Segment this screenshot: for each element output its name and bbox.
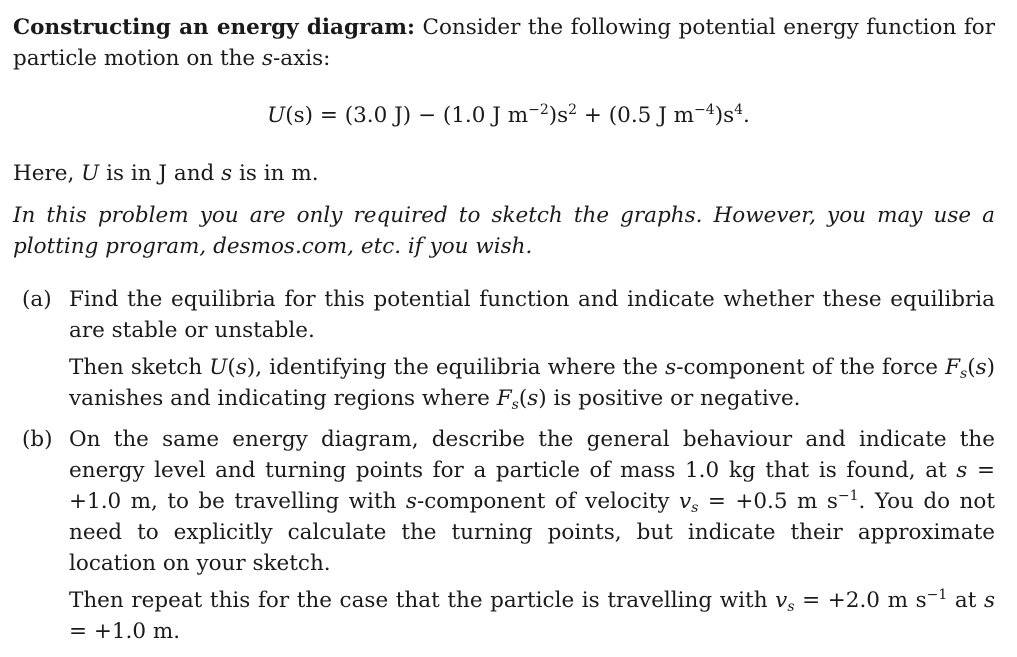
- units-line: Here, U is in J and s is in m.: [13, 161, 319, 186]
- part-b-repeat-instructions: Then repeat this for the case that the particle is travelling with $v_s = +2.0$ m $s^{-1}$ at s = +1.0 m.: [69, 587, 995, 644]
- part-a-sketch-instructions: Then sketch U(s), identifying the equilibria where the s-component of the force $F_s(s)$ vanishes and indicating regions where $F_s(s)$ is positive or negative.: [69, 355, 996, 413]
- part-b-label: (b): [22, 427, 53, 452]
- part-a-label: (a): [22, 287, 52, 312]
- potential-energy-equation: U(s) = (3.0 J) − (1.0 J $m^{-2})s^2 + (0.5$ J $m^{-4})s^4$.: [267, 102, 750, 128]
- part-a-question: Find the equilibria for this potential function and indicate whether these equilibria are stable or unstable.: [69, 287, 995, 343]
- sketch-note: In this problem you are only required to sketch the graphs. However, you may use a plotting program, desmos.com, etc. if you wish.: [13, 203, 995, 259]
- intro-paragraph: Constructing an energy diagram: Consider the following potential energy function for particle motion on the s-axis:: [13, 15, 995, 71]
- problem-heading: Constructing an energy diagram:: [13, 15, 415, 40]
- part-b: [22, 424, 995, 647]
- part-a: [22, 284, 995, 414]
- part-b-question: On the same energy diagram, describe the general behaviour and indicate the energy level and turning points for a particle of mass 1.0 kg that is found, at s = +1.0 m, to be travelling with s-component of velocity $v_s = +0.5$ m $s^{-1}$. You do not need to explicitly calculate the turning points, but indicate their approximate location on your sketch.: [69, 427, 995, 576]
